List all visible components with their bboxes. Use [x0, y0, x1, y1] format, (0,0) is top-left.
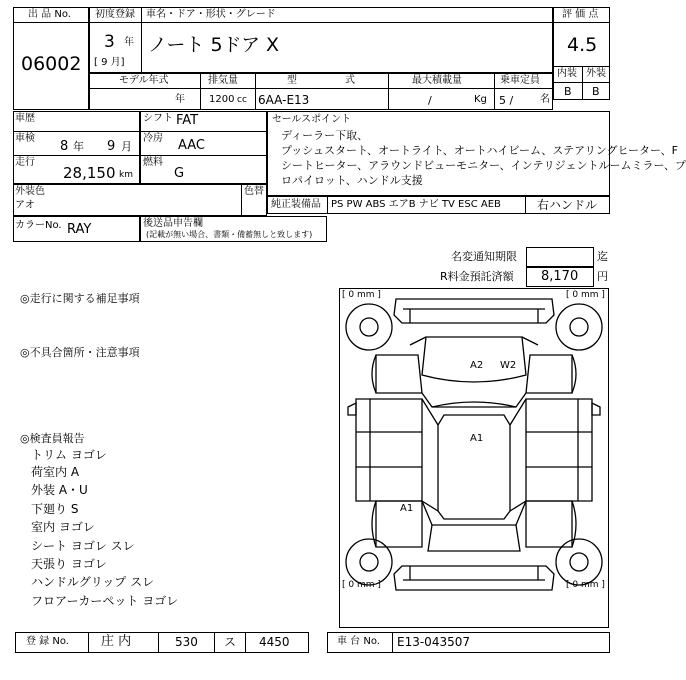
front-bumper [394, 299, 554, 323]
model-label-2: 式 [345, 75, 355, 86]
rear-bumper [394, 566, 554, 590]
defects-label: ◎不具合箇所・注意事項 [20, 346, 140, 359]
color-no-label: カラーNo. [15, 220, 62, 231]
sales-point-line: プッシュスタート、オートライト、オートハイビーム、ステアリングヒーター、F [281, 144, 678, 157]
sales-point-line: ディーラー下取、 [281, 129, 369, 142]
reg-class: 530 [175, 635, 198, 649]
inspector-item: 外装 A・U [31, 483, 88, 497]
repaint-label: 色替 [244, 186, 264, 197]
inspector-label: ◎検査員報告 [20, 432, 85, 445]
reg-number: 4450 [259, 635, 290, 649]
model: 6AA-E13 [258, 93, 310, 107]
interior-label: 内装 [557, 68, 577, 79]
vehicle-name-label: 車名・ドア・形状・グレード [146, 9, 276, 20]
damage-mark: A2 [470, 360, 484, 371]
inspector-item: 下廻り S [31, 502, 79, 516]
inspector-item: ハンドルグリップ スレ [31, 575, 155, 589]
max-load: / [428, 94, 432, 107]
equipment-label: 純正装備品 [271, 199, 321, 210]
ac-label: 冷房 [143, 133, 163, 144]
reg-kana: ス [224, 635, 237, 649]
inspection-month: 9 [107, 139, 116, 154]
score-label: 評 価 点 [562, 9, 599, 20]
mileage-label: 走行 [15, 157, 35, 168]
inspection-year: 8 [60, 139, 69, 154]
history-label: 車歴 [15, 113, 35, 124]
fuel-label: 燃料 [143, 157, 163, 168]
shift-label: シフト [143, 113, 173, 124]
first-reg-year-unit: 年 [124, 37, 134, 48]
max-load-label: 最大積載量 [412, 75, 462, 86]
shift: FAT [176, 113, 199, 128]
equipment: PS PW ABS エアB ナビ TV ESC AEB [331, 199, 501, 210]
inspector-item: 天張り ヨゴレ [31, 557, 107, 571]
sales-points-label: セールスポイント [272, 114, 352, 125]
color-no: RAY [67, 222, 92, 237]
capacity: 5 / [499, 94, 514, 107]
roof [438, 415, 510, 519]
chassis-no: E13-043507 [397, 635, 470, 649]
tire-front-left [346, 304, 392, 350]
reg-region: 庄 内 [101, 634, 132, 649]
inspection-label: 車検 [15, 133, 35, 144]
aftermarket-label: 後送品申告欄 [143, 218, 203, 229]
inspection-month-unit: 月 [121, 140, 132, 153]
fuel: G [174, 166, 185, 181]
car-diagram-frame [339, 288, 609, 628]
damage-mark: A1 [470, 433, 484, 444]
interior-grade: B [564, 85, 572, 98]
exterior-grade: B [592, 85, 600, 98]
lot-no: 06002 [21, 53, 82, 75]
tire-rear-left [346, 539, 392, 585]
first-reg-month: [ 9 月] [94, 57, 125, 68]
recycle-value: 8,170 [541, 269, 579, 284]
ext-color-label: 外装色 [15, 186, 45, 197]
tire-front-right [556, 304, 602, 350]
inspector-item: シート ヨゴレ スレ [31, 539, 135, 553]
title-change-box [526, 247, 594, 267]
title-change-label: 名変通知期限 [451, 250, 517, 263]
tire-label-front-right: [ 0 mm ] [566, 290, 605, 300]
ext-color: アオ [15, 200, 35, 211]
capacity-unit: 名 [540, 94, 550, 105]
inspector-item: 室内 ヨゴレ [31, 520, 95, 534]
damage-mark: A1 [400, 503, 414, 514]
recycle-label: R料金預託済額 [440, 270, 514, 283]
model-year-unit: 年 [175, 94, 185, 105]
tire-rear-right [556, 539, 602, 585]
color-box [13, 184, 267, 216]
car-diagram [340, 289, 608, 627]
recycle-unit: 円 [597, 270, 608, 283]
capacity-label: 乗車定員 [500, 75, 540, 86]
max-load-unit: Kg [474, 94, 487, 105]
displacement-unit: cc [237, 95, 247, 105]
displacement: 1200 [209, 94, 235, 105]
sales-point-line: ロパイロット、ハンドル支援 [281, 174, 423, 187]
exterior-label: 外装 [586, 68, 606, 79]
mileage: 28,150 [63, 164, 116, 182]
tire-label-front-left: [ 0 mm ] [342, 290, 381, 300]
inspection-year-unit: 年 [73, 140, 84, 153]
tire-label-rear-right: [ 0 mm ] [566, 580, 605, 590]
inspector-item: 荷室内 A [31, 465, 80, 479]
mileage-unit: km [119, 170, 133, 180]
displacement-label: 排気量 [208, 75, 238, 86]
model-year-label: モデル年式 [119, 75, 169, 86]
reg-no-label: 登 録 No. [26, 636, 69, 647]
chassis-label: 車 台 No. [337, 636, 380, 647]
aftermarket-note: (記載が無い場合、書類・備蓄無しと致します) [146, 230, 313, 239]
damage-mark: W2 [500, 360, 517, 371]
title-change-unit: 迄 [597, 250, 608, 263]
tire-label-rear-left: [ 0 mm ] [342, 580, 381, 590]
vehicle-name: ノート 5ドア X [148, 34, 280, 56]
steering: 右ハンドル [537, 198, 598, 212]
driving-remarks-label: ◎走行に関する補足事項 [20, 292, 140, 305]
first-reg-label: 初度登録 [95, 9, 135, 20]
sales-point-line: シートヒーター、アラウンドビューモニター、インテリジェントルームミラー、プ [281, 159, 686, 172]
lot-no-label: 出 品 No. [28, 9, 71, 20]
left-side-panels [356, 399, 422, 501]
model-label: 型 [287, 75, 297, 86]
score: 4.5 [567, 34, 598, 56]
inspector-item: トリム ヨゴレ [31, 448, 107, 462]
first-reg-year: 3 [104, 32, 115, 52]
right-side-panels [526, 399, 592, 501]
inspector-item: フロアーカーペット ヨゴレ [31, 594, 179, 608]
ac: AAC [178, 138, 205, 153]
